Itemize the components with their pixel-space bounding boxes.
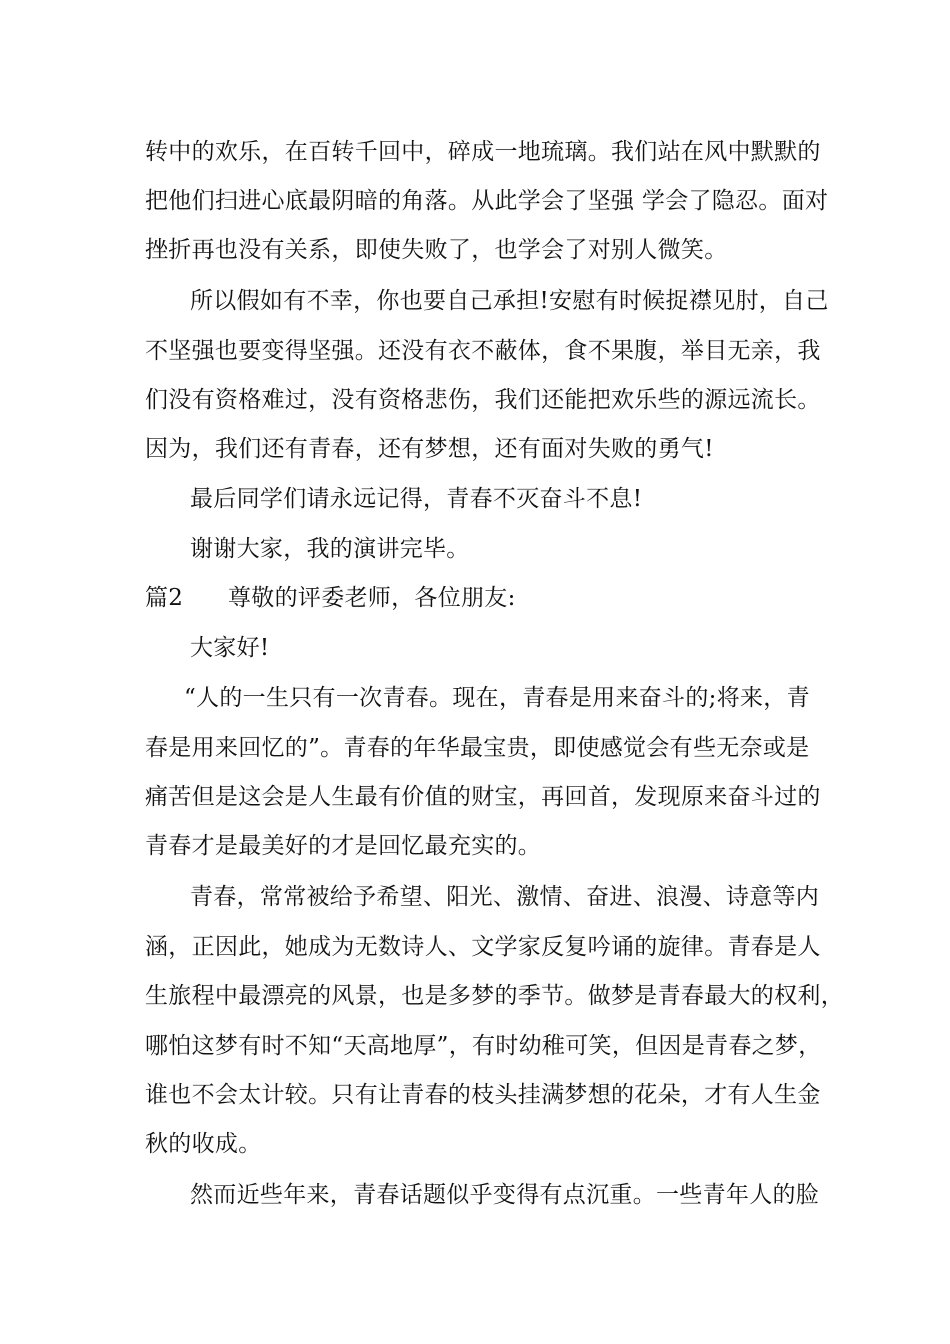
- text-line: 因为，我们还有青春，还有梦想，还有面对失败的勇气!: [145, 436, 714, 462]
- text-line: 痛苦但是这会是人生最有价值的财宝，再回首，发现原来奋斗过的: [145, 784, 821, 810]
- salutation: 尊敬的评委老师，各位朋友:: [228, 585, 516, 611]
- text-line: 谢谢大家，我的演讲完毕。: [190, 536, 470, 562]
- greeting: 大家好!: [190, 635, 270, 661]
- text-line: 青春，常常被给予希望、阳光、激情、奋进、浪漫、诗意等内: [190, 884, 820, 910]
- text-line: 所以假如有不幸，你也要自己承担!安慰有时候捉襟见肘，自己: [190, 288, 829, 314]
- section-label: 篇2: [145, 585, 184, 611]
- text-line: 转中的欢乐，在百转千回中，碎成一地琉璃。我们站在风中默默的: [145, 139, 821, 165]
- text-line: 哪怕这梦有时不知“天高地厚”，有时幼稚可笑，但因是青春之梦，: [145, 1033, 822, 1059]
- text-line: 不坚强也要变得坚强。还没有衣不蔽体，食不果腹，举目无亲，我: [145, 338, 821, 364]
- text-line: 青春才是最美好的才是回忆最充实的。: [145, 833, 542, 859]
- text-line: 秋的收成。: [145, 1131, 262, 1157]
- text-line: “人的一生只有一次青春。现在，青春是用来奋斗的;将来，青: [184, 685, 810, 711]
- text-line: 挫折再也没有关系，即使失败了，也学会了对别人微笑。: [145, 237, 728, 263]
- text-line: 生旅程中最漂亮的风景，也是多梦的季节。做梦是青春最大的权利，: [145, 983, 844, 1009]
- text-line: 最后同学们请永远记得，青春不灭奋斗不息!: [190, 486, 643, 512]
- text-line: 涵，正因此，她成为无数诗人、文学家反复吟诵的旋律。青春是人: [145, 934, 821, 960]
- text-line: 谁也不会太计较。只有让青春的枝头挂满梦想的花朵，才有人生金: [145, 1082, 821, 1108]
- text-line: 然而近些年来，青春话题似乎变得有点沉重。一些青年人的脸: [190, 1182, 820, 1208]
- text-line: 把他们扫进心底最阴暗的角落。从此学会了坚强 学会了隐忍。面对: [145, 188, 829, 214]
- text-line: 们没有资格难过，没有资格悲伤，我们还能把欢乐些的源远流长。: [145, 387, 821, 413]
- text-line: 春是用来回忆的”。青春的年华最宝贵，即使感觉会有些无奈或是: [145, 735, 810, 761]
